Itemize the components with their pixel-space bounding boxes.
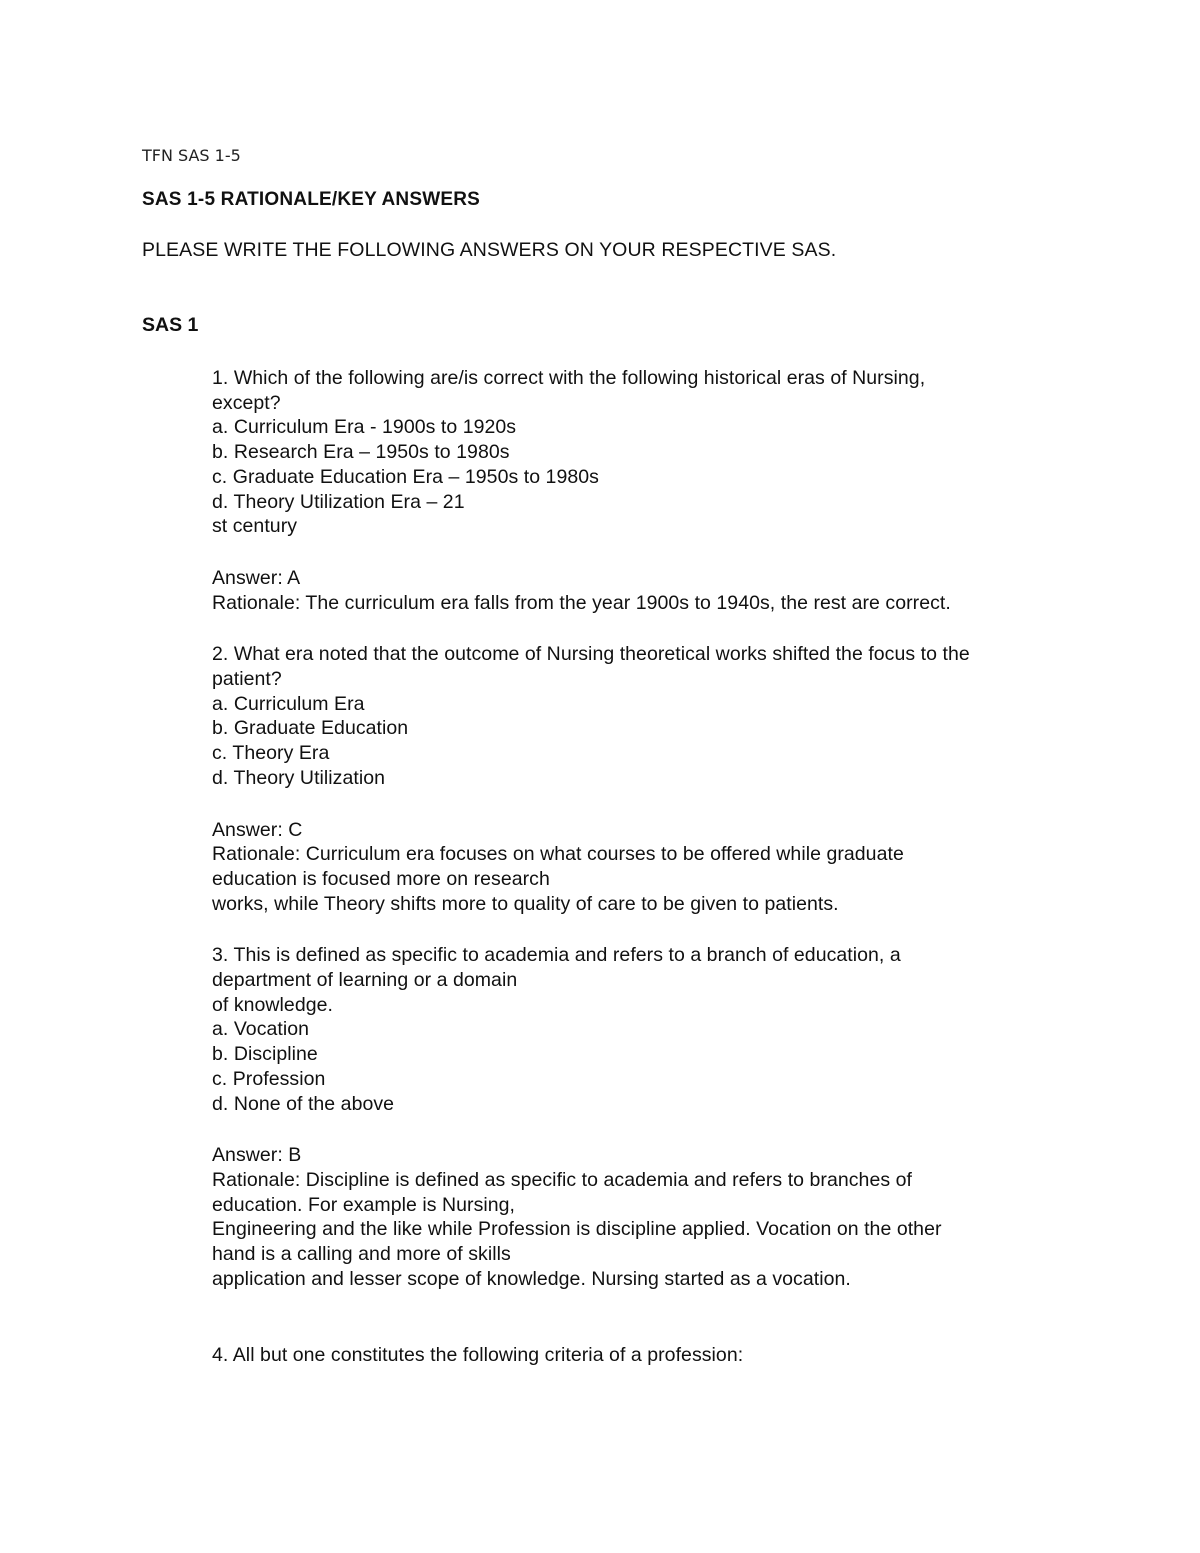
rationale-text: hand is a calling and more of skills (212, 1243, 511, 1266)
question-text: 1. Which of the following are/is correct with the following historical eras of Nursing, (212, 367, 926, 389)
rationale-text: Rationale: Discipline is defined as specific to academia and refers to branches of (212, 1168, 912, 1191)
option-item: b. Graduate Education (212, 717, 409, 740)
question-block (212, 642, 1112, 916)
question-text: 3. This is defined as specific to academia and refers to a branch of education, a (212, 944, 901, 967)
document-title: SAS 1-5 RATIONALE/KEY ANSWERS (142, 189, 480, 210)
option-item: c. Graduate Education Era – 1950s to 1980s (212, 465, 599, 488)
question-text: 4. All but one constitutes the following criteria of a profession: (212, 1343, 744, 1366)
option-item: b. Discipline (212, 1043, 318, 1066)
question-text: 2. What era noted that the outcome of Nursing theoretical works shifted the focus to the (212, 643, 970, 666)
rationale-text: education. For example is Nursing, (212, 1193, 516, 1216)
rationale-text: Rationale: The curriculum era falls from the year 1900s to 1940s, the rest are correct. (212, 591, 951, 614)
rationale-text: education is focused more on research (212, 867, 550, 890)
section-heading: SAS 1 (142, 314, 199, 336)
instruction-text: PLEASE WRITE THE FOLLOWING ANSWERS ON YOUR RESPECTIVE SAS. (142, 239, 837, 261)
answer-text: Answer: A (212, 566, 301, 589)
rationale-text: works, while Theory shifts more to quality of care to be given to patients. (212, 892, 839, 915)
question-block (212, 366, 1112, 615)
rationale-text: application and lesser scope of knowledge. Nursing started as a vocation. (212, 1267, 851, 1290)
question-text: of knowledge. (212, 993, 333, 1016)
question-text: except? (212, 391, 281, 414)
option-item: d. Theory Utilization Era – 21 (212, 490, 465, 513)
option-item: a. Curriculum Era - 1900s to 1920s (212, 416, 517, 439)
option-item: c. Profession (212, 1067, 326, 1090)
option-item: a. Vocation (212, 1018, 310, 1041)
question-block (212, 1343, 1112, 1368)
answer-text: Answer: B (212, 1144, 302, 1167)
option-item: st century (212, 515, 298, 538)
option-item: a. Curriculum Era (212, 692, 365, 715)
document-label: TFN SAS 1-5 (142, 146, 241, 165)
option-item: d. Theory Utilization (212, 766, 386, 789)
option-item: d. None of the above (212, 1092, 395, 1115)
option-item: c. Theory Era (212, 742, 330, 765)
question-text: department of learning or a domain (212, 969, 518, 992)
question-text: patient? (212, 668, 282, 691)
answer-text: Answer: C (212, 818, 303, 841)
rationale-text: Rationale: Curriculum era focuses on what courses to be offered while graduate (212, 843, 904, 866)
option-item: b. Research Era – 1950s to 1980s (212, 441, 510, 464)
question-list (212, 366, 1112, 1367)
rationale-text: Engineering and the like while Profession is discipline applied. Vocation on the other (212, 1218, 942, 1241)
question-block (212, 943, 1112, 1291)
